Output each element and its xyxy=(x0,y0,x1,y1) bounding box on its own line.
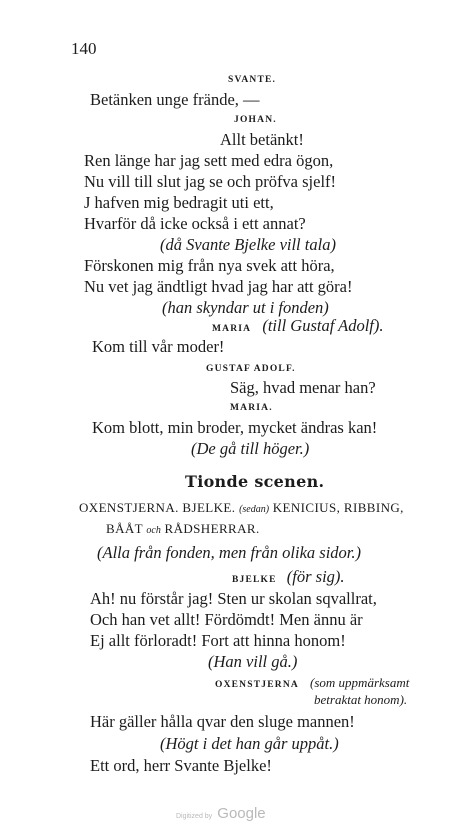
verse-line: Ej allt förloradt! Fort att hinna honom! xyxy=(90,631,346,650)
verse-line: Allt betänkt! xyxy=(220,130,304,149)
page-number: 140 xyxy=(71,39,97,58)
verse-line: Här gäller hålla qvar den sluge mannen! xyxy=(90,712,355,731)
stage-direction: (för sig). xyxy=(286,567,345,586)
speaker-oxenstjerna: OXENSTJERNA xyxy=(215,680,299,690)
speaker-bjelke: BJELKE xyxy=(232,575,277,585)
cast-note: (sedan) xyxy=(239,504,270,515)
verse-line: Hvarför då icke också i ett annat? xyxy=(84,214,306,233)
speaker-svante: SVANTE. xyxy=(228,75,277,85)
speaker-line-oxenstjerna xyxy=(215,674,409,691)
verse-line: Nu vill till slut jag se och pröfva sjelf! xyxy=(84,172,337,191)
verse-line: J hafven mig bedragit uti ett, xyxy=(84,193,274,212)
speaker-johan: JOHAN. xyxy=(234,115,277,125)
stage-direction: (Han vill gå.) xyxy=(208,652,298,671)
speaker-line-maria xyxy=(212,318,384,335)
verse-line: Ren länge har jag sett med edra ögon, xyxy=(84,151,334,170)
speaker-gustaf-adolf: GUSTAF ADOLF. xyxy=(206,364,296,374)
scene-heading: Tionde scenen. xyxy=(185,472,325,491)
verse-line: Säg, hvad menar han? xyxy=(230,378,376,397)
stage-direction: (Högt i det han går uppåt.) xyxy=(160,734,339,753)
cast-list xyxy=(106,522,260,536)
verse-line: Nu vet jag ändtligt hvad jag har att göra! xyxy=(84,277,353,296)
stage-direction: (han skyndar ut i fonden) xyxy=(162,298,329,317)
speaker-maria: MARIA xyxy=(212,324,252,334)
verse-line: Betänken unge frände, — xyxy=(90,90,260,109)
digitized-by-google-watermark xyxy=(176,805,266,821)
stage-direction: (då Svante Bjelke vill tala) xyxy=(160,235,336,254)
stage-direction: (De gå till höger.) xyxy=(191,439,310,458)
verse-line: Ah! nu förstår jag! Sten ur skolan sqvallrat, xyxy=(90,589,377,608)
stage-direction: (till Gustaf Adolf). xyxy=(262,316,384,335)
stage-direction: (Alla från fonden, men från olika sidor.) xyxy=(97,543,361,562)
cast-names: RÅDSHERRAR. xyxy=(164,521,260,536)
verse-line: Förskonen mig från nya svek att höra, xyxy=(84,256,335,275)
cast-note: och xyxy=(146,525,161,536)
watermark-small-text: Digitized by xyxy=(176,813,213,820)
cast-names: OXENSTJERNA. BJELKE. xyxy=(79,500,236,515)
speaker-maria: MARIA. xyxy=(230,403,273,413)
verse-line: Kom blott, min broder, mycket ändras kan! xyxy=(92,418,378,437)
speaker-line-bjelke xyxy=(232,569,345,586)
stage-direction: (som uppmärksamt xyxy=(310,675,410,690)
cast-list xyxy=(79,501,404,515)
google-logo-text: Google xyxy=(217,805,266,822)
cast-names: KENICIUS, RIBBING, xyxy=(272,500,404,515)
stage-direction: betraktat honom). xyxy=(314,692,408,707)
cast-names: BÅÅT xyxy=(106,521,143,536)
verse-line: Ett ord, herr Svante Bjelke! xyxy=(90,756,272,775)
verse-line: Och han vet allt! Fördömdt! Men ännu är xyxy=(90,610,363,629)
verse-line: Kom till vår moder! xyxy=(92,337,225,356)
